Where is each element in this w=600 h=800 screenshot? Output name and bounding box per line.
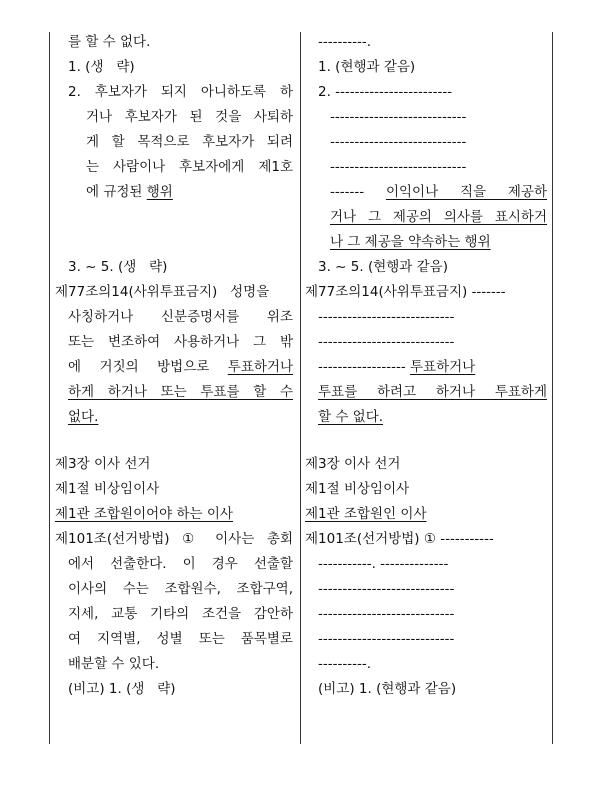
text-line <box>55 180 293 205</box>
article-heading: 제77조의14(사위투표금지) 성명을 <box>55 284 270 300</box>
amended-text: 투표를 하려고 하거나 투표하게 <box>318 384 547 400</box>
column-divider-line <box>300 32 301 744</box>
amended-text: 투표하거나 <box>227 359 293 375</box>
subsection-heading: 제1관 조합원인 이사 <box>305 506 427 522</box>
section-gap <box>305 430 547 452</box>
amended-text: 행위 <box>146 184 173 200</box>
text-span: 제101조(선거방법) ① <box>305 531 441 547</box>
chapter-heading: 제3장 이사 선거 <box>305 456 401 472</box>
right-border-line <box>552 32 553 744</box>
amended-text: 투표하거나 <box>409 359 476 375</box>
amended-text: 이익이나 직을 제공하 <box>385 184 547 200</box>
blank-line <box>55 230 293 255</box>
text-line: 2. 후보자가 되지 아니하도록 하 <box>68 84 293 100</box>
chapter-heading: 제3장 이사 선거 <box>55 456 151 472</box>
text-span: 2. <box>318 84 336 100</box>
left-border-line <box>49 32 50 744</box>
text-line: ---------------------------- <box>330 159 467 175</box>
text-line: 3. ~ 5. (현행과 같음) <box>318 259 448 275</box>
text-line <box>305 180 547 205</box>
text-line: 3. ~ 5. (생 략) <box>68 259 168 275</box>
text-span: 제77조의14(사위투표금지) <box>305 284 472 300</box>
text-line: ---------------------------- <box>318 606 455 622</box>
text-line: 1. (현행과 같음) <box>318 59 416 75</box>
amended-text: 거나 그 제공의 의사를 표시하거 <box>330 209 547 225</box>
text-line: 거나 후보자가 된 것을 사퇴하 <box>86 109 293 125</box>
note-line: (비고) 1. (현행과 같음) <box>318 681 457 697</box>
text-line <box>305 80 547 105</box>
dash-span: ------- <box>471 284 506 300</box>
article-heading: 제101조(선거방법) ① 이사는 총회 <box>55 531 293 547</box>
text-line <box>55 355 293 380</box>
amended-text: 없다. <box>68 409 99 425</box>
section-heading: 제1절 비상임이사 <box>305 481 410 497</box>
dash-span: ------------------------ <box>335 84 453 100</box>
text-line: 사칭하거나 신분증명서를 위조 <box>68 309 293 325</box>
dash-span: ------- <box>330 184 386 200</box>
text-line: ---------------------------- <box>318 309 455 325</box>
text-line: ---------------------------- <box>330 109 467 125</box>
text-line: 게 할 목적으로 후보자가 되려 <box>86 134 293 150</box>
section-gap <box>55 430 293 452</box>
text-line: ----------. <box>318 34 372 50</box>
text-line: 이사의 수는 조합원수, 조합구역, <box>68 581 293 597</box>
text-span: 에 거짓의 방법으로 <box>68 359 228 375</box>
text-line: ----------. <box>318 656 372 672</box>
text-span: 에 규정된 <box>86 184 147 200</box>
text-line: 1. (생 략) <box>68 59 135 75</box>
section-heading: 제1절 비상임이사 <box>55 481 160 497</box>
amended-text: 나 그 제공을 약속하는 행위 <box>330 234 491 250</box>
current-text-column <box>55 30 293 702</box>
text-line: ---------------------------- <box>318 631 455 647</box>
article-heading <box>305 280 547 305</box>
text-line: 에서 선출한다. 이 경우 선출할 <box>68 556 293 572</box>
text-line: ---------------------------- <box>330 134 467 150</box>
text-line: 지세, 교통 기타의 조건을 감안하 <box>68 606 293 622</box>
note-line: (비고) 1. (생 략) <box>68 681 176 697</box>
text-line: 배분할 수 있다. <box>68 656 160 672</box>
dash-span: ------------------ <box>318 359 410 375</box>
text-line: 는 사람이나 후보자에게 제1호 <box>86 159 293 175</box>
blank-line <box>55 205 293 230</box>
dash-span: ----------- <box>440 531 494 547</box>
amended-text: 할 수 없다. <box>318 409 384 425</box>
text-line: 여 지역별, 성별 또는 품목별로 <box>68 631 293 647</box>
text-line: ---------------------------- <box>318 581 455 597</box>
text-line: ---------------------------- <box>318 334 455 350</box>
amended-text: 하게 하거나 또는 투표를 할 수 <box>68 384 293 400</box>
text-line <box>305 355 547 380</box>
text-line: 를 할 수 없다. <box>68 34 151 50</box>
text-line: -----------. -------------- <box>318 556 449 572</box>
article-heading <box>305 527 547 552</box>
text-line: 또는 변조하여 사용하거나 그 밖 <box>68 334 293 350</box>
amended-text-column <box>305 30 547 702</box>
subsection-heading: 제1관 조합원이어야 하는 이사 <box>55 506 233 522</box>
